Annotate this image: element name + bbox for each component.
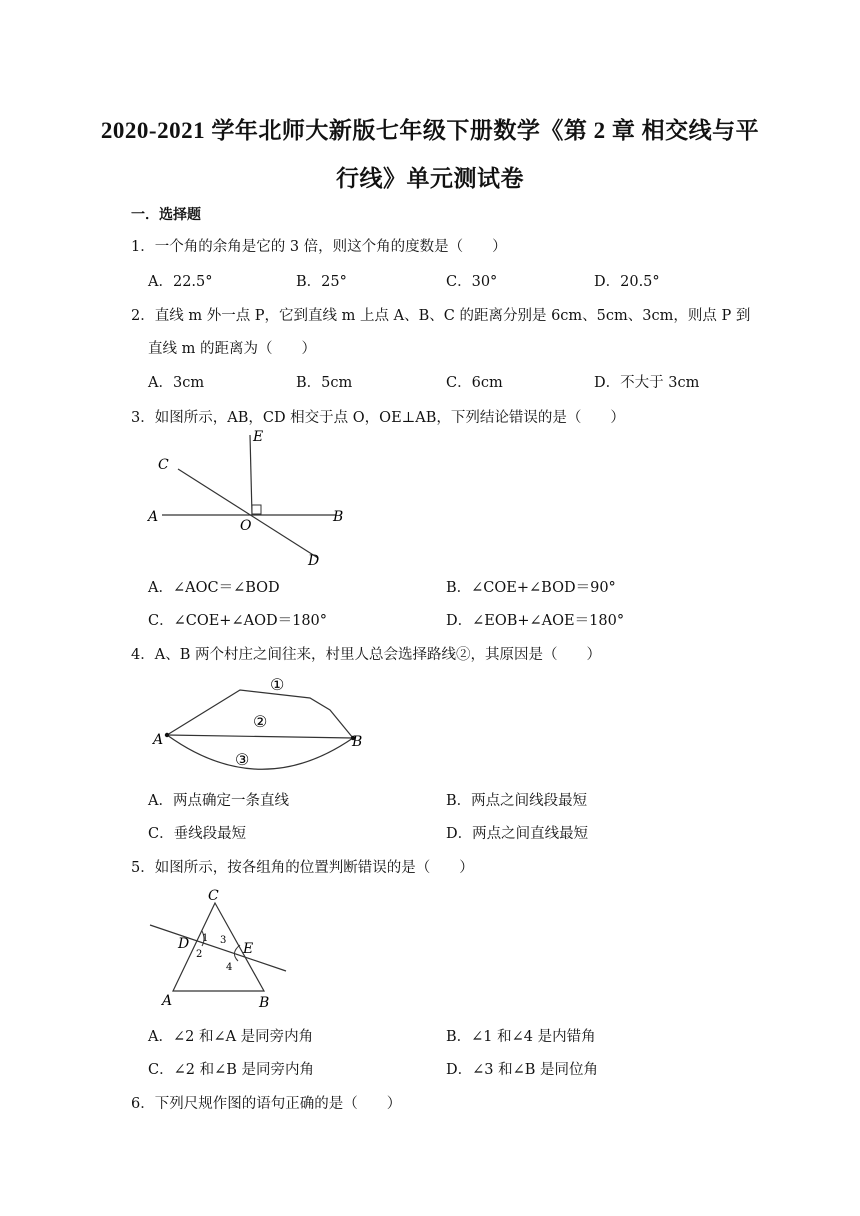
q3-label-c: C — [158, 457, 169, 473]
q3-label-o: O — [240, 518, 252, 534]
q4-label-b: B — [352, 734, 363, 750]
question-6-stem: 6．下列尺规作图的语句正确的是（ ） — [131, 1096, 402, 1112]
q1-option-d: D．20.5° — [594, 274, 660, 290]
question-2-stem-line1: 2．直线 m 外一点 P，它到直线 m 上点 A、B、C 的距离分别是 6cm、5cm、3cm，则点 P 到 — [131, 308, 751, 324]
q4-label-route2: ② — [253, 712, 268, 731]
q4-option-d: D．两点之间直线最短 — [446, 826, 589, 842]
q3-option-d: D．∠EOB+∠AOE＝180° — [446, 613, 625, 629]
section-heading: 一．选择题 — [131, 207, 201, 223]
q4-label-a: A — [153, 732, 164, 748]
q3-option-b: B．∠COE+∠BOD＝90° — [446, 580, 616, 596]
q3-label-a: A — [148, 509, 159, 525]
q1-option-b: B．25° — [296, 274, 347, 290]
q3-label-d: D — [308, 553, 320, 569]
q5-label-angle3: 3 — [220, 935, 227, 946]
question-1-stem: 1．一个角的余角是它的 3 倍，则这个角的度数是（ ） — [131, 239, 507, 255]
q5-label-angle1: 1 — [202, 933, 209, 944]
q2-option-b: B．5cm — [296, 375, 353, 391]
q2-option-d: D．不大于 3cm — [594, 375, 700, 391]
q4-option-c: C．垂线段最短 — [148, 826, 247, 842]
q1-option-a: A．22.5° — [148, 274, 213, 290]
q5-label-angle2: 2 — [196, 949, 203, 960]
q5-figure — [140, 883, 300, 1018]
question-5-stem: 5．如图所示，按各组角的位置判断错误的是（ ） — [131, 860, 474, 876]
q5-label-b: B — [259, 995, 270, 1011]
q4-option-b: B．两点之间线段最短 — [446, 793, 588, 809]
exam-title-line2: 行线》单元测试卷 — [336, 166, 524, 191]
question-4-stem: 4．A、B 两个村庄之间往来，村里人总会选择路线②，其原因是（ ） — [131, 647, 601, 663]
exam-title-line1: 2020-2021 学年北师大新版七年级下册数学《第 2 章 相交线与平 — [100, 118, 760, 143]
q3-figure — [140, 425, 360, 575]
q4-label-route1: ① — [270, 675, 285, 694]
q5-option-d: D．∠3 和∠B 是同位角 — [446, 1062, 599, 1078]
q3-label-b: B — [333, 509, 344, 525]
q5-label-c: C — [208, 888, 219, 904]
q2-option-a: A．3cm — [148, 375, 205, 391]
question-3-stem: 3．如图所示，AB，CD 相交于点 O，OE⊥AB，下列结论错误的是（ ） — [131, 410, 625, 426]
q4-label-route3: ③ — [235, 750, 250, 769]
q3-option-c: C．∠COE+∠AOD＝180° — [148, 613, 328, 629]
q1-option-c: C．30° — [446, 274, 498, 290]
q5-label-e: E — [243, 941, 254, 957]
q5-option-c: C．∠2 和∠B 是同旁内角 — [148, 1062, 314, 1078]
q3-label-e: E — [253, 429, 264, 445]
q2-option-c: C．6cm — [446, 375, 503, 391]
q5-label-d: D — [178, 936, 190, 952]
q4-option-a: A．两点确定一条直线 — [148, 793, 289, 809]
q5-option-b: B．∠1 和∠4 是内错角 — [446, 1029, 596, 1045]
q5-label-angle4: 4 — [226, 962, 233, 973]
question-2-stem-line2: 直线 m 的距离为（ ） — [148, 341, 316, 357]
q4-figure — [145, 670, 375, 780]
q3-option-a: A．∠AOC＝∠BOD — [148, 580, 280, 596]
q5-option-a: A．∠2 和∠A 是同旁内角 — [148, 1029, 314, 1045]
q5-label-a: A — [162, 993, 173, 1009]
